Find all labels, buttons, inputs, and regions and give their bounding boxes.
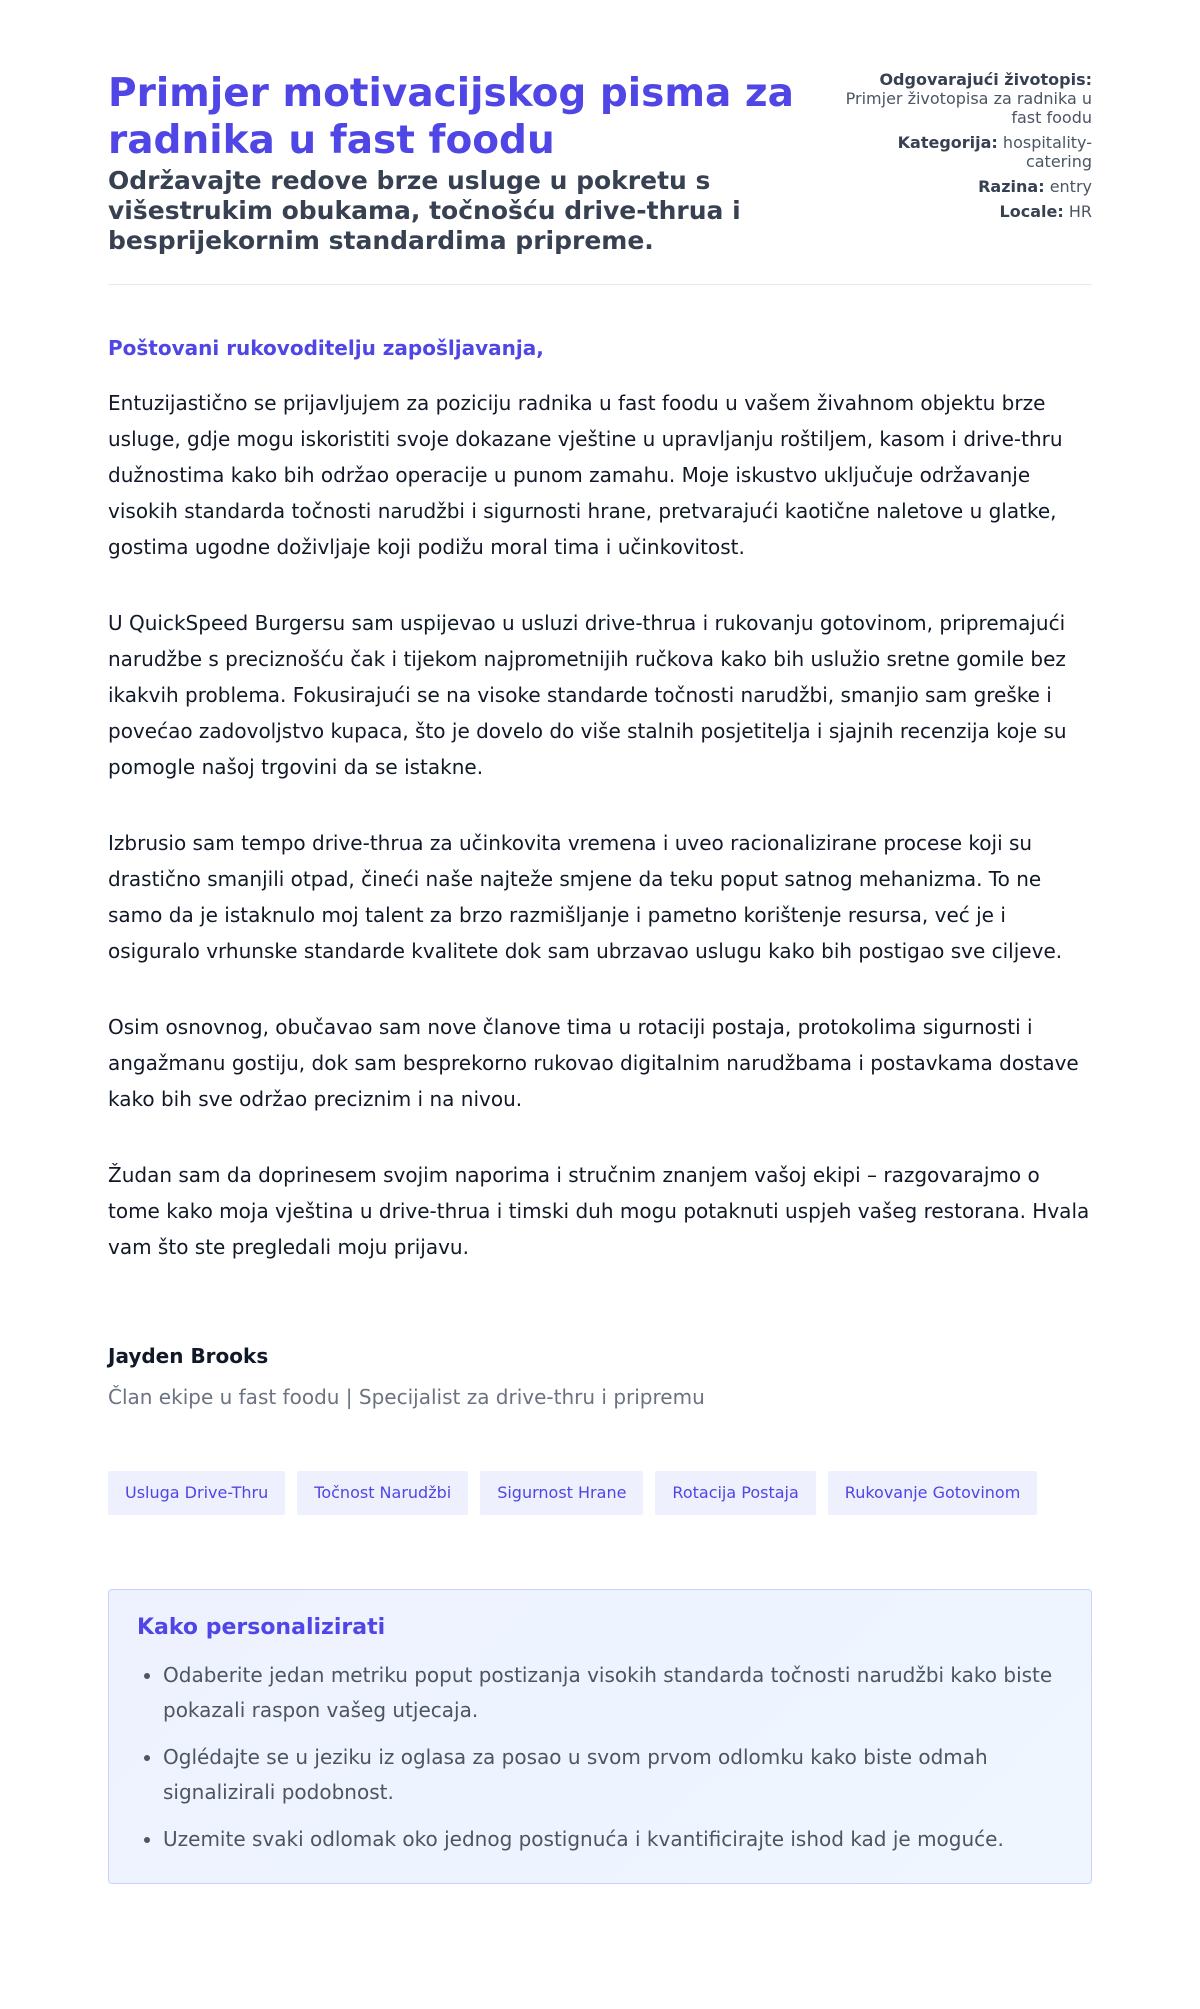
- signature-name: Jayden Brooks: [108, 1344, 269, 1368]
- letter-body: [108, 335, 1092, 1884]
- letter-paragraph: Entuzijastično se prijavljujem za poziciju radnika u fast foodu u vašem živahnom objektu brze usluge, gdje mogu iskoristiti svoje dokazane vještine u upravljanju roštiljem, kasom i drive-thru dužnostima kako bih održao operacije u punom zamahu. Moje iskustvo uključuje održavanje visokih standarda točnosti narudžbi i sigurnosti hrane, pretvarajući kaotične naletove u glatke, gostima ugodne doživljaje koji podižu moral tima i učinkovitost.: [108, 391, 1063, 559]
- tips-title: Kako personalizirati: [137, 1615, 386, 1640]
- skill-tag: Sigurnost Hrane: [480, 1471, 643, 1515]
- tip-item: • Oglédajte se u jeziku iz oglasa za posao u svom prvom odlomku kako biste odmah signalizirali podobnost.: [163, 1740, 1063, 1810]
- meta-resume-key: Odgovarajući životopis:: [879, 70, 1092, 89]
- personalize-tips: [108, 1589, 1092, 1884]
- letter-paragraph: Žudan sam da doprinesem svojim naporima i stručnim znanjem vašoj ekipi – razgovarajmo o tome kako moja vještina u drive-thrua i timski duh mogu potaknuti uspjeh vašeg restorana. Hvala vam što ste pregledali moju prijavu.: [108, 1163, 1090, 1259]
- letter-paragraph: Osim osnovnog, obučavao sam nove članove tima u rotaciji postaja, protokolima sigurnosti i angažmanu gostiju, dok sam besprekorno rukovao digitalnim narudžbama i postavkama dostave kako bih sve održao preciznim i na nivou.: [108, 1015, 1079, 1111]
- skill-tag: Točnost Narudžbi: [297, 1471, 468, 1515]
- skill-tags: [108, 1471, 1092, 1515]
- page-header: [108, 70, 1092, 285]
- meta-resume-value: Primjer životopisa za radnika u fast foodu: [845, 89, 1092, 127]
- tip-item: • Odaberite jedan metriku poput postizanja visokih standarda točnosti narudžbi kako biste pokazali raspon vašeg utjecaja.: [163, 1658, 1063, 1728]
- letter-salutation: Poštovani rukovoditelju zapošljavanja,: [108, 336, 544, 360]
- signature-role: Član ekipe u fast foodu | Specijalist za drive-thru i pripremu: [108, 1385, 705, 1409]
- skill-tag: Rotacija Postaja: [655, 1471, 815, 1515]
- meta-category-value: hospitality-catering: [1002, 133, 1092, 171]
- meta-locale: [832, 202, 1092, 221]
- skill-tag: Rukovanje Gotovinom: [828, 1471, 1038, 1515]
- meta-category-key: Kategorija:: [897, 133, 998, 152]
- letter-paragraph: U QuickSpeed Burgersu sam uspijevao u usluzi drive-thrua i rukovanju gotovinom, pripremajući narudžbe s preciznošću čak i tijekom najprometnijih ručkova kako bih uslužio sretne gomile bez ikakvih problema. Fokusirajući se na visoke standarde točnosti narudžbi, smanjio sam greške i povećao zadovoljstvo kupaca, što je dovelo do više stalnih posjetitelja i sjajnih recenzija koje su pomogle našoj trgovini da se istakne.: [108, 611, 1067, 779]
- header-titles: [108, 70, 848, 256]
- tips-list: [137, 1658, 1063, 1857]
- meta-resume: [832, 70, 1092, 127]
- meta-locale-key: Locale:: [999, 202, 1064, 221]
- meta-panel: [832, 70, 1092, 227]
- page-subtitle: Održavajte redove brze usluge u pokretu s višestrukim obukama, točnošću drive-thrua i besprijekornim standardima pripreme.: [108, 166, 741, 255]
- meta-locale-value: HR: [1068, 202, 1092, 221]
- meta-level-key: Razina:: [978, 177, 1045, 196]
- skill-tag: Usluga Drive-Thru: [108, 1471, 285, 1515]
- page-title: Primjer motivacijskog pisma za radnika u fast foodu: [108, 71, 794, 163]
- meta-level-value: entry: [1049, 177, 1092, 196]
- tip-item: • Uzemite svaki odlomak oko jednog postignuća i kvantificirajte ishod kad je moguće.: [163, 1822, 1063, 1857]
- meta-category: [832, 133, 1092, 171]
- meta-level: [832, 177, 1092, 196]
- letter-paragraph: Izbrusio sam tempo drive-thrua za učinkovita vremena i uveo racionalizirane procese koji su drastično smanjili otpad, čineći naše najteže smjene da teku poput satnog mehanizma. To ne samo da je istaknulo moj talent za brzo razmišljanje i pametno korištenje resursa, već je i osiguralo vrhunske standarde kvalitete dok sam ubrzavao uslugu kako bih postigao sve ciljeve.: [108, 831, 1063, 963]
